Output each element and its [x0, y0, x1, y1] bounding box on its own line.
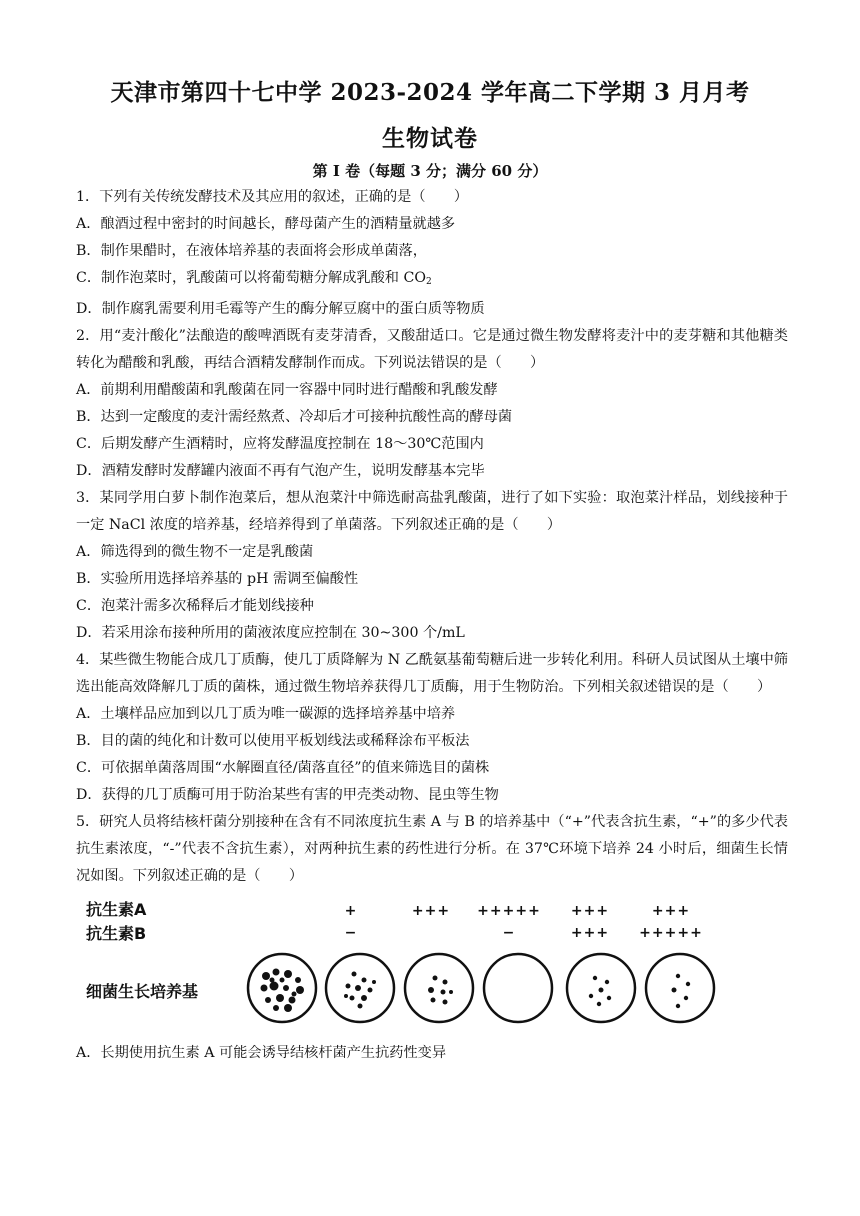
petri-dish — [644, 952, 716, 1024]
bacterial-colony — [605, 980, 609, 984]
question-option: A．筛选得到的微生物不一定是乳酸菌 — [76, 544, 314, 560]
question-option: D．制作腐乳需要利用毛霉等产生的酶分解豆腐中的蛋白质等物质 — [76, 301, 485, 317]
bacterial-colony — [280, 978, 285, 983]
petri-dish — [324, 952, 396, 1024]
question-option: D．若采用涂布接种所用的菌液浓度应控制在 30~300 个/mL — [76, 625, 465, 641]
question-option: A．土壤样品应加到以几丁质为唯一碳源的选择培养基中培养 — [76, 706, 456, 722]
bacterial-colony — [265, 997, 271, 1003]
bacterial-colony — [362, 978, 367, 983]
bacterial-colony — [283, 985, 289, 991]
bacterial-colony — [276, 994, 284, 1002]
petri-dish — [565, 952, 637, 1024]
bacterial-colony — [686, 982, 690, 986]
antibiotic-a-label: 抗生素A — [86, 900, 147, 919]
bacterial-colony — [355, 985, 361, 991]
bacterial-colony — [607, 996, 611, 1000]
exam-title: 天津市第四十七中学 2023-2024 学年高二下学期 3 月月考 — [110, 79, 750, 106]
petri-dish — [246, 952, 318, 1024]
bacterial-colony — [273, 1005, 279, 1011]
petri-dish — [482, 952, 554, 1024]
antibiotic-a-mark: +++ — [411, 903, 451, 919]
bacterial-colony — [350, 996, 355, 1001]
bacterial-colony — [599, 988, 604, 993]
question-option: C．可依据单菌落周围“水解圈直径/菌落直径”的值来筛选目的菌株 — [76, 760, 490, 776]
bacterial-colony — [289, 997, 296, 1004]
antibiotic-b-mark: +++ — [570, 925, 610, 941]
question-option: B．实验所用选择培养基的 pH 需调至偏酸性 — [76, 571, 359, 587]
bacterial-colony — [261, 985, 268, 992]
bacterial-colony — [346, 984, 351, 989]
bacterial-colony — [296, 986, 304, 994]
bacterial-colony — [433, 976, 438, 981]
question-option: A．长期使用抗生素 A 可能会诱导结核杆菌产生抗药性变异 — [76, 1045, 447, 1061]
antibiotic-a-mark: +++ — [570, 903, 610, 919]
option-text: C．制作泡菜时，乳酸菌可以将葡萄糖分解成乳酸和 CO — [76, 270, 426, 286]
question-option: B．目的菌的纯化和计数可以使用平板划线法或稀释涂布平板法 — [76, 733, 470, 749]
antibiotic-a-mark: + — [344, 903, 358, 919]
question-option: B．制作果醋时，在液体培养基的表面将会形成单菌落， — [76, 243, 427, 259]
bacterial-colony — [352, 972, 357, 977]
bacterial-colony — [270, 978, 275, 983]
medium-label: 细菌生长培养基 — [86, 982, 199, 1001]
bacterial-colony — [262, 972, 270, 980]
bacterial-colony — [361, 995, 367, 1001]
antibiotic-b-mark: +++++ — [639, 925, 703, 941]
bacterial-colony — [292, 992, 297, 997]
bacterial-colony — [676, 974, 680, 978]
question-option: C．后期发酵产生酒精时，应将发酵温度控制在 18～30℃范围内 — [76, 436, 484, 452]
question-option: A．前期利用醋酸菌和乳酸菌在同一容器中同时进行醋酸和乳酸发酵 — [76, 382, 498, 398]
section-heading: 第 I 卷（每题 3 分；满分 60 分） — [312, 162, 548, 180]
bacterial-colony — [449, 990, 453, 994]
question-option: D．酒精发酵时发酵罐内液面不再有气泡产生，说明发酵基本完毕 — [76, 463, 485, 479]
question-stem: 3．某同学用白萝卜制作泡菜后，想从泡菜汁中筛选耐高盐乳酸菌，进行了如下实验：取泡菜汁样品，划线接种于一定 NaCl 浓度的培养基，经培养得到了单菌落。下列叙述正确的是（ ） — [76, 490, 788, 533]
question-option: A．酿酒过程中密封的时间越长，酵母菌产生的酒精量就越多 — [76, 216, 456, 232]
antibiotic-b-mark: − — [502, 925, 516, 941]
bacterial-colony — [358, 1004, 363, 1009]
question-option — [76, 265, 788, 296]
petri-dish — [403, 952, 475, 1024]
bacterial-colony — [672, 988, 677, 993]
bacterial-colony — [443, 980, 448, 985]
bacterial-colony — [284, 1004, 292, 1012]
antibiotic-figure — [76, 890, 788, 1040]
bacterial-colony — [344, 994, 348, 998]
antibiotic-b-mark: − — [344, 925, 358, 941]
exam-subject: 生物试卷 — [382, 125, 478, 152]
bacterial-colony — [676, 1004, 680, 1008]
antibiotic-a-mark: +++++ — [477, 903, 541, 919]
antibiotic-b-label: 抗生素B — [86, 924, 147, 943]
question-stem: 1．下列有关传统发酵技术及其应用的叙述，正确的是（ ） — [76, 189, 469, 205]
question-list — [76, 184, 788, 1067]
bacterial-colony — [368, 988, 373, 993]
subscript: 2 — [425, 277, 432, 287]
bacterial-colony — [372, 980, 376, 984]
bacterial-colony — [441, 990, 446, 995]
bacterial-colony — [284, 970, 292, 978]
bacterial-colony — [270, 982, 279, 991]
question-option: C．泡菜汁需多次稀释后才能划线接种 — [76, 598, 314, 614]
bacterial-colony — [273, 969, 280, 976]
bacterial-colony — [295, 977, 301, 983]
bacterial-colony — [589, 994, 593, 998]
bacterial-colony — [684, 996, 688, 1000]
bacterial-colony — [597, 1002, 601, 1006]
question-stem: 4．某些微生物能合成几丁质酶，使几丁质降解为 N 乙酰氨基葡萄糖后进一步转化利用。科研人员试图从土壤中筛选出能高效降解几丁质的菌株，通过微生物培养获得几丁质酶，用于生物防治。下列相关叙述错误的是（ ） — [76, 652, 788, 695]
question-stem: 5．研究人员将结核杆菌分别接种在含有不同浓度抗生素 A 与 B 的培养基中（“+”代表含抗生素，“+”的多少代表抗生素浓度，“-”代表不含抗生素），对两种抗生素的药性进行分析。在 37℃环境下培养 24 小时后，细菌生长情况如图。下列叙述正确的是（ ） — [76, 814, 788, 884]
bacterial-colony — [443, 1000, 448, 1005]
bacterial-colony — [431, 998, 436, 1003]
question-stem: 2．用“麦汁酸化”法酿造的酸啤酒既有麦芽清香，又酸甜适口。它是通过微生物发酵将麦汁中的麦芽糖和其他糖类转化为醋酸和乳酸，再结合酒精发酵制作而成。下列说法错误的是（ ） — [76, 328, 788, 371]
question-option: B．达到一定酸度的麦汁需经熬煮、冷却后才可接种抗酸性高的酵母菌 — [76, 409, 513, 425]
bacterial-colony — [593, 976, 597, 980]
antibiotic-a-mark: +++ — [651, 903, 691, 919]
bacterial-colony — [428, 987, 434, 993]
question-option: D．获得的几丁质酶可用于防治某些有害的甲壳类动物、昆虫等生物 — [76, 787, 499, 803]
